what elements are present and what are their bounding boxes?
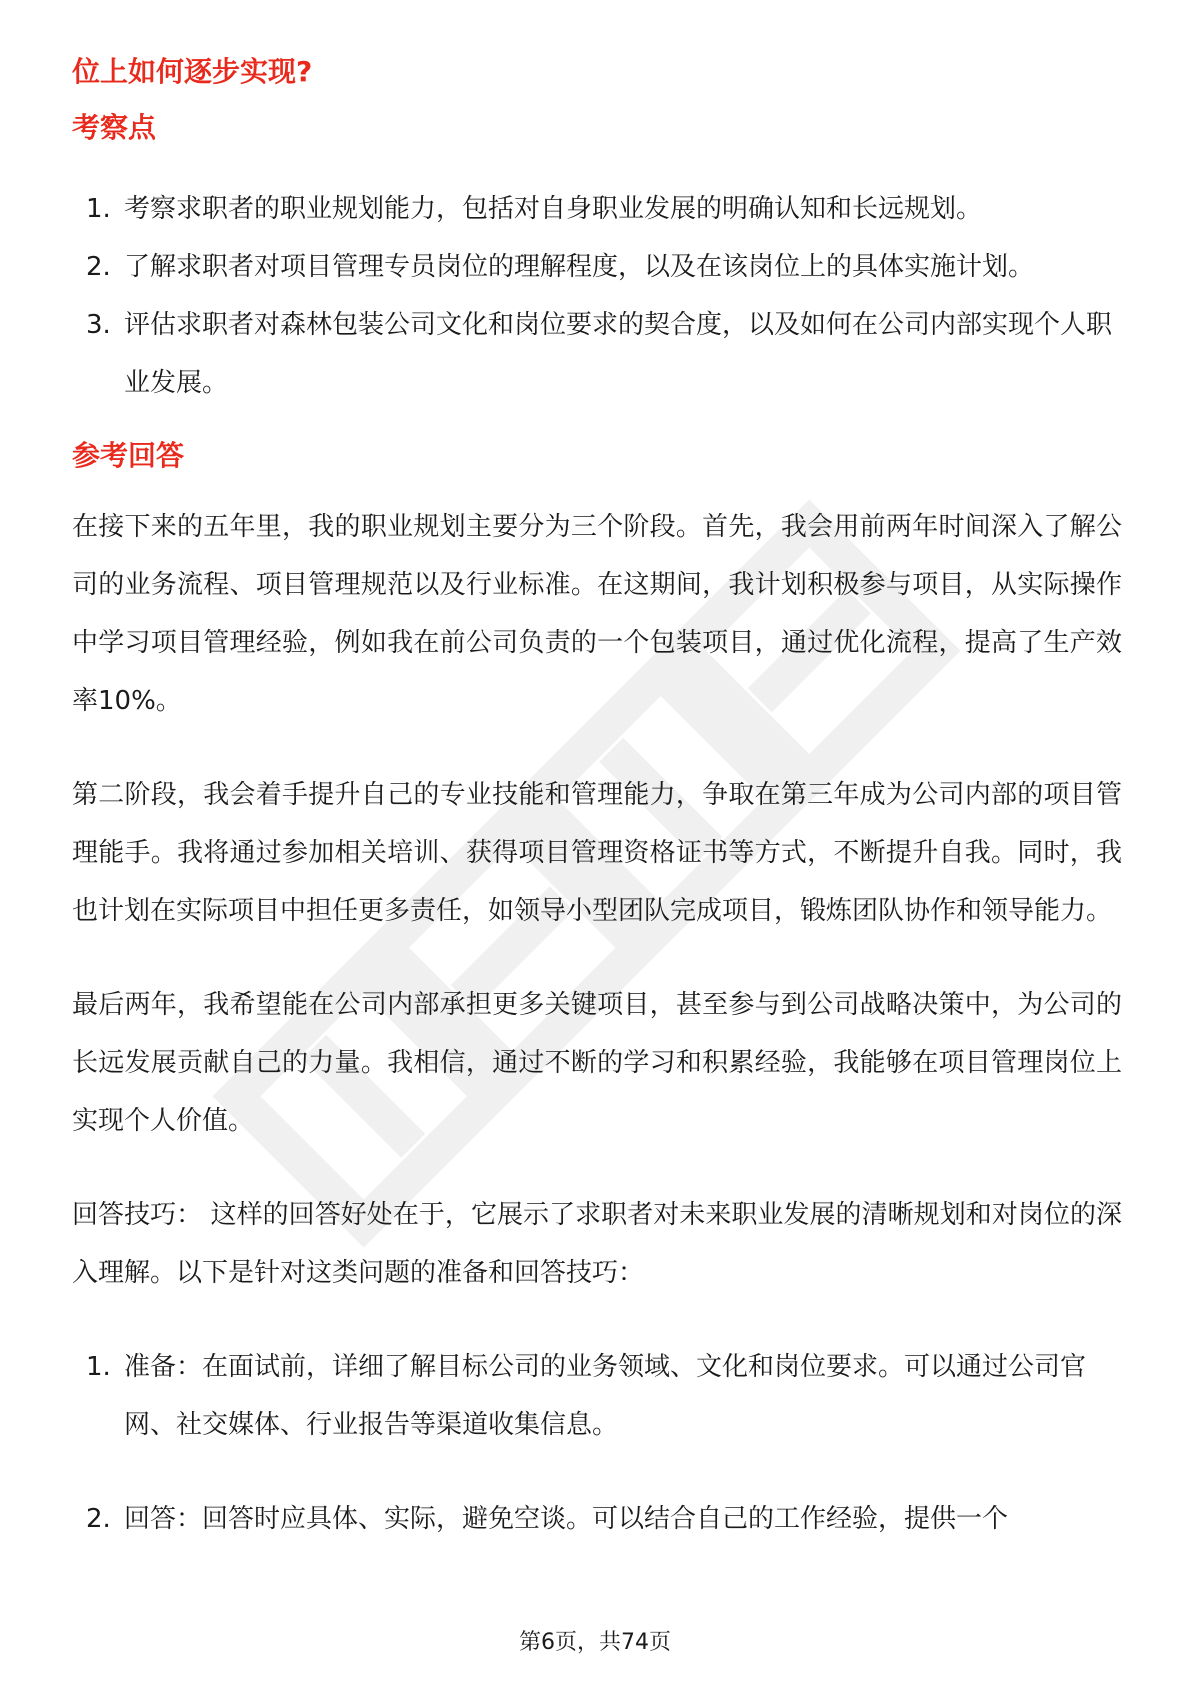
- list-item: [72, 180, 1122, 238]
- list-item: [72, 1490, 1122, 1548]
- question-title-continuation: 位上如何逐步实现?: [72, 55, 313, 88]
- list-item-text: 了解求职者对项目管理专员岗位的理解程度，以及在该岗位上的具体实施计划。: [124, 252, 1035, 282]
- answer-tips-list: [72, 1338, 1122, 1548]
- answer-paragraph: 第二阶段，我会着手提升自己的专业技能和管理能力，争取在第三年成为公司内部的项目管理能手。我将通过参加相关培训、获得项目管理资格证书等方式，不断提升自我。同时，我也计划在实际项目中担任更多责任，如领导小型团队完成项目，锻炼团队协作和领导能力。: [72, 780, 1122, 926]
- list-item: [72, 296, 1122, 412]
- main-content: [72, 42, 1122, 1548]
- page-footer: 第6页，共74页: [519, 1630, 671, 1655]
- list-item: [72, 238, 1122, 296]
- list-item-number: 1.: [86, 1352, 111, 1382]
- answer-paragraph: 在接下来的五年里，我的职业规划主要分为三个阶段。首先，我会用前两年时间深入了解公司的业务流程、项目管理规范以及行业标准。在这期间，我计划积极参与项目，从实际操作中学习项目管理经验，例如我在前公司负责的一个包装项目，通过优化流程，提高了生产效率10%。: [72, 512, 1122, 716]
- list-item-number: 3.: [86, 310, 111, 340]
- answer-paragraph: 最后两年，我希望能在公司内部承担更多关键项目，甚至参与到公司战略决策中，为公司的长远发展贡献自己的力量。我相信，通过不断的学习和积累经验，我能够在项目管理岗位上实现个人价值。: [72, 990, 1122, 1136]
- list-item-number: 2.: [86, 1504, 111, 1534]
- list-item-text: 考察求职者的职业规划能力，包括对自身职业发展的明确认知和长远规划。: [124, 194, 983, 224]
- list-item-text: 回答：回答时应具体、实际，避免空谈。可以结合自己的工作经验，提供一个: [124, 1504, 1009, 1534]
- list-item-text: 评估求职者对森林包装公司文化和岗位要求的契合度，以及如何在公司内部实现个人职业发展。: [124, 310, 1113, 398]
- answer-tips-intro: 回答技巧： 这样的回答好处在于，它展示了求职者对未来职业发展的清晰规划和对岗位的深入理解。以下是针对这类问题的准备和回答技巧：: [72, 1200, 1122, 1288]
- list-item-number: 1.: [86, 194, 111, 224]
- list-item-text: 准备：在面试前，详细了解目标公司的业务领域、文化和岗位要求。可以通过公司官网、社交媒体、行业报告等渠道收集信息。: [124, 1352, 1087, 1440]
- exam-points-list: [72, 180, 1122, 412]
- reference-answer-heading: 参考回答: [72, 439, 185, 472]
- list-item: [72, 1338, 1122, 1454]
- exam-points-heading: 考察点: [72, 111, 157, 144]
- list-item-number: 2.: [86, 252, 111, 282]
